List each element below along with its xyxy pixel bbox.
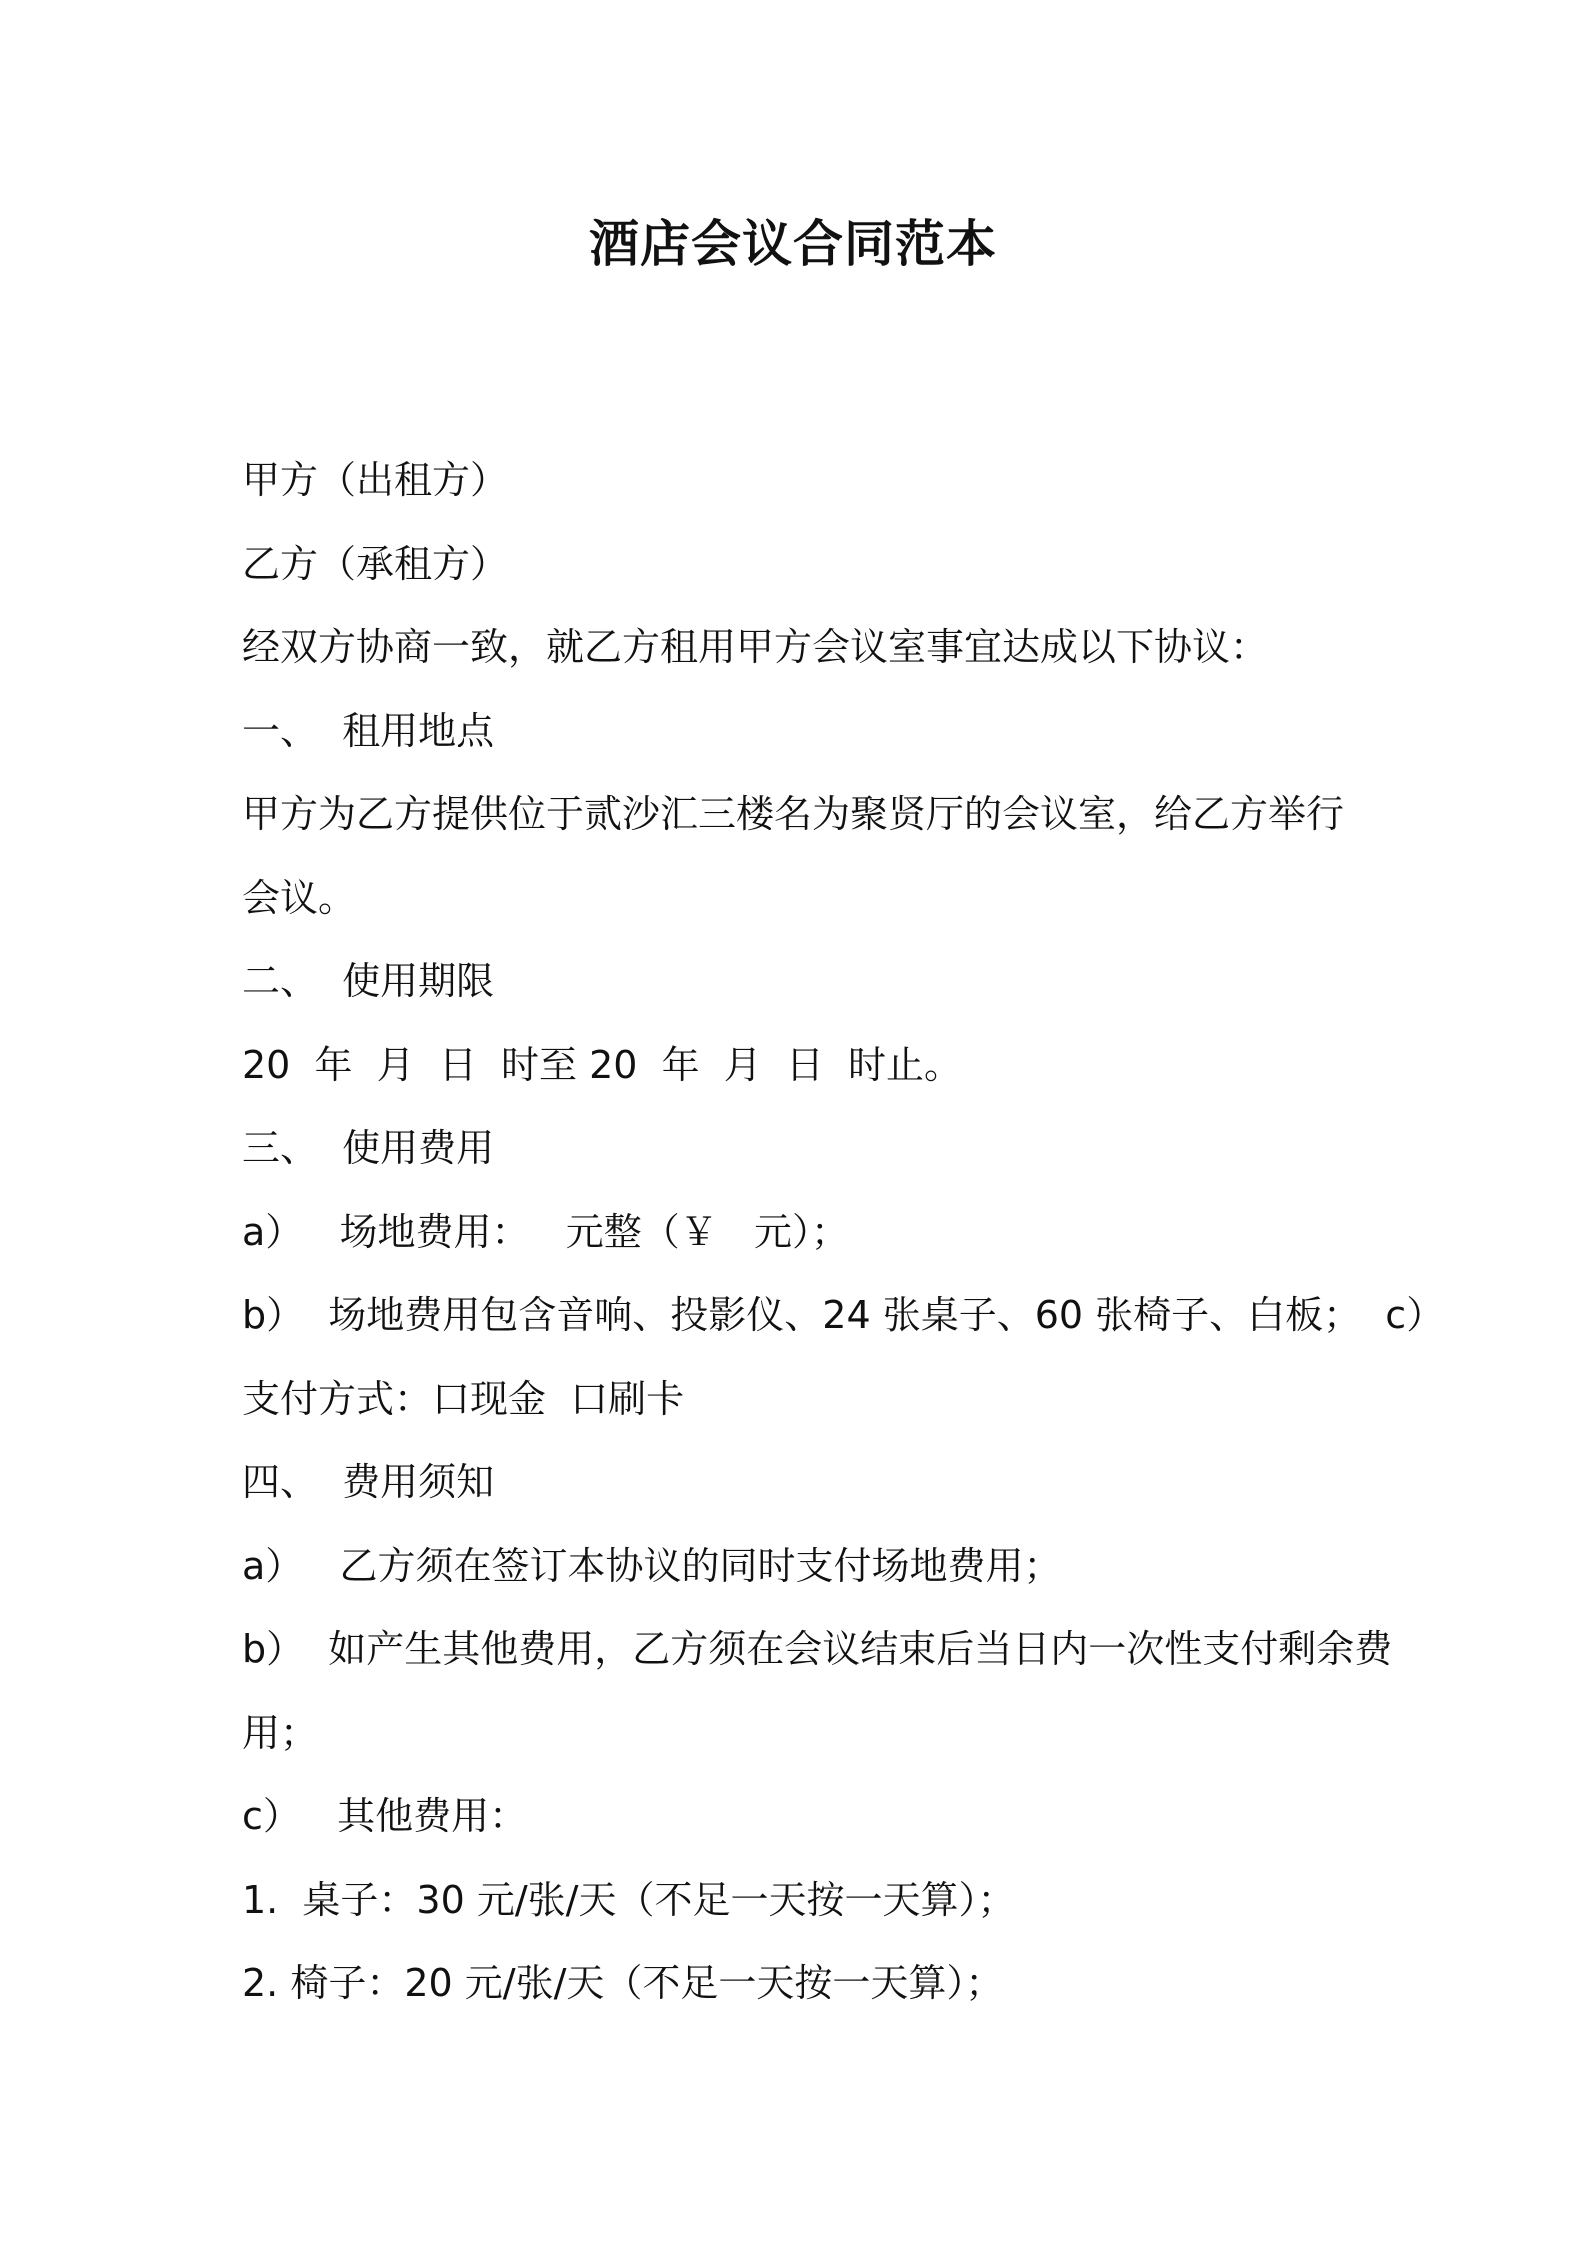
- payment-method-line: 支付方式：口现金 口刷卡: [242, 1377, 685, 1421]
- section-1-text-cont: 会议。: [242, 876, 357, 920]
- section-2-text: 20 年 月 日 时至 20 年 月 日 时止。: [242, 1043, 963, 1087]
- section-4-item-b: b） 如产生其他费用，乙方须在会议结束后当日内一次性支付剩余费: [242, 1627, 1393, 1671]
- section-3-heading: 三、 使用费用: [242, 1126, 495, 1170]
- section-3-item-b: b） 场地费用包含音响、投影仪、24 张桌子、60 张椅子、白板； c）: [242, 1293, 1445, 1337]
- document-title: 酒店会议合同范本: [589, 215, 997, 273]
- fee-item-1: 1. 桌子：30 元/张/天（不足一天按一天算）；: [242, 1878, 1016, 1922]
- party-b-line: 乙方（承租方）: [242, 542, 509, 586]
- agreement-intro: 经双方协商一致，就乙方租用甲方会议室事宜达成以下协议：: [242, 625, 1269, 669]
- section-1-text: 甲方为乙方提供位于贰沙汇三楼名为聚贤厅的会议室，给乙方举行: [242, 792, 1345, 836]
- section-4-item-a: a） 乙方须在签订本协议的同时支付场地费用；: [242, 1544, 1062, 1588]
- section-4-heading: 四、 费用须知: [242, 1460, 495, 1504]
- section-2-heading: 二、 使用期限: [242, 959, 495, 1003]
- fee-item-2: 2. 椅子：20 元/张/天（不足一天按一天算）；: [242, 1961, 1004, 2005]
- section-4-item-b-cont: 用；: [242, 1711, 319, 1755]
- party-a-line: 甲方（出租方）: [242, 458, 509, 502]
- section-4-item-c: c） 其他费用：: [242, 1794, 528, 1838]
- section-3-item-a: a） 场地费用： 元整（￥ 元）；: [242, 1210, 849, 1254]
- section-1-heading: 一、 租用地点: [242, 709, 495, 753]
